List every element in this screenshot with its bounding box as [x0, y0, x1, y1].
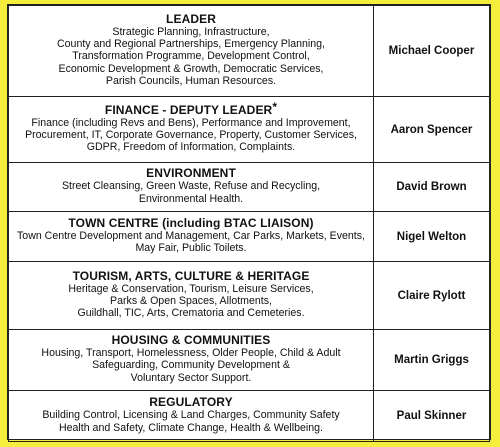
portfolio-description-cell — [9, 163, 374, 212]
portfolio-title — [11, 396, 371, 409]
portfolio-description-cell — [9, 262, 374, 330]
portfolio-duty-line: Economic Development & Growth, Democratic Services, — [58, 62, 324, 75]
portfolio-duty-line: GDPR, Freedom of Information, Complaints. — [86, 141, 296, 154]
portfolio-duty-line: Health and Safety, Climate Change, Health & Wellbeing. — [58, 421, 323, 434]
portfolio-duty-line: Street Cleansing, Green Waste, Refuse and Recycling, — [61, 180, 321, 193]
portfolio-duty-line: Environmental Health. — [138, 192, 244, 205]
portfolio-title — [11, 270, 371, 283]
portfolio-member-name: Aaron Spencer — [374, 97, 490, 163]
portfolio-member-name: Martin Griggs — [374, 330, 490, 391]
portfolio-title — [11, 99, 371, 117]
portfolio-duty-line: Housing, Transport, Homelessness, Older People, Child & Adult — [41, 347, 341, 360]
portfolio-duty-line: Building Control, Licensing & Land Charges, Community Safety — [42, 409, 340, 422]
portfolio-duty-line: Parish Councils, Human Resources. — [105, 74, 277, 87]
portfolio-member-name: Nigel Welton — [374, 212, 490, 262]
portfolio-row — [9, 391, 490, 442]
portfolio-title — [11, 334, 371, 347]
portfolio-description-cell — [9, 391, 374, 442]
portfolio-title — [11, 167, 371, 180]
portfolio-row — [9, 330, 490, 391]
portfolio-duty-line: Town Centre Development and Management, Car Parks, Markets, Events, — [17, 229, 365, 242]
portfolio-title-text: LEADER — [166, 11, 216, 26]
portfolio-description-cell — [9, 6, 374, 97]
portfolio-duty-line: Safeguarding, Community Development & — [92, 359, 290, 372]
portfolio-title-text: FINANCE - DEPUTY LEADER — [104, 102, 273, 117]
portfolio-row — [9, 212, 490, 262]
portfolio-row — [9, 6, 490, 97]
portfolio-duty-line: Finance (including Revs and Bens), Performance and Improvement, — [31, 116, 351, 129]
portfolio-member-name: David Brown — [374, 163, 490, 212]
portfolio-description-cell — [9, 330, 374, 391]
portfolio-title-text: REGULATORY — [149, 395, 233, 410]
portfolio-duty-line: Procurement, IT, Corporate Governance, Property, Customer Services, — [25, 128, 357, 141]
portfolio-duty-line: Parks & Open Spaces, Allotments, — [110, 294, 272, 307]
portfolio-row — [9, 163, 490, 212]
portfolio-duty-line: Strategic Planning, Infrastructure, — [112, 25, 270, 38]
portfolio-member-name: Michael Cooper — [374, 6, 490, 97]
portfolio-duty-line: Voluntary Sector Support. — [130, 371, 252, 384]
portfolio-duty-line: County and Regional Partnerships, Emergency Planning, — [57, 38, 325, 51]
portfolio-table — [8, 5, 490, 442]
portfolio-description-cell — [9, 212, 374, 262]
portfolio-duty-line: Guildhall, TIC, Arts, Crematoria and Cemeteries. — [77, 307, 305, 320]
portfolio-row — [9, 262, 490, 330]
portfolio-rows — [9, 6, 490, 442]
portfolio-description-cell — [9, 97, 374, 163]
portfolio-row — [9, 97, 490, 163]
portfolio-title — [11, 217, 371, 230]
portfolio-title — [11, 13, 371, 26]
portfolio-duty-line: Heritage & Conservation, Tourism, Leisure Services, — [68, 282, 314, 295]
portfolio-duty-line: Transformation Programme, Development Control, — [72, 50, 310, 63]
portfolio-title-text: ENVIRONMENT — [146, 166, 236, 181]
portfolio-title-text: HOUSING & COMMUNITIES — [111, 333, 271, 348]
portfolio-title-text: TOURISM, ARTS, CULTURE & HERITAGE — [72, 268, 310, 283]
portfolio-title-text: TOWN CENTRE (including BTAC LIAISON) — [68, 215, 314, 230]
portfolio-duty-line: May Fair, Public Toilets. — [135, 242, 247, 254]
portfolio-member-name: Claire Rylott — [374, 262, 490, 330]
asterisk-mark: * — [272, 99, 278, 114]
portfolio-table-frame — [7, 4, 491, 440]
portfolio-member-name: Paul Skinner — [374, 391, 490, 442]
